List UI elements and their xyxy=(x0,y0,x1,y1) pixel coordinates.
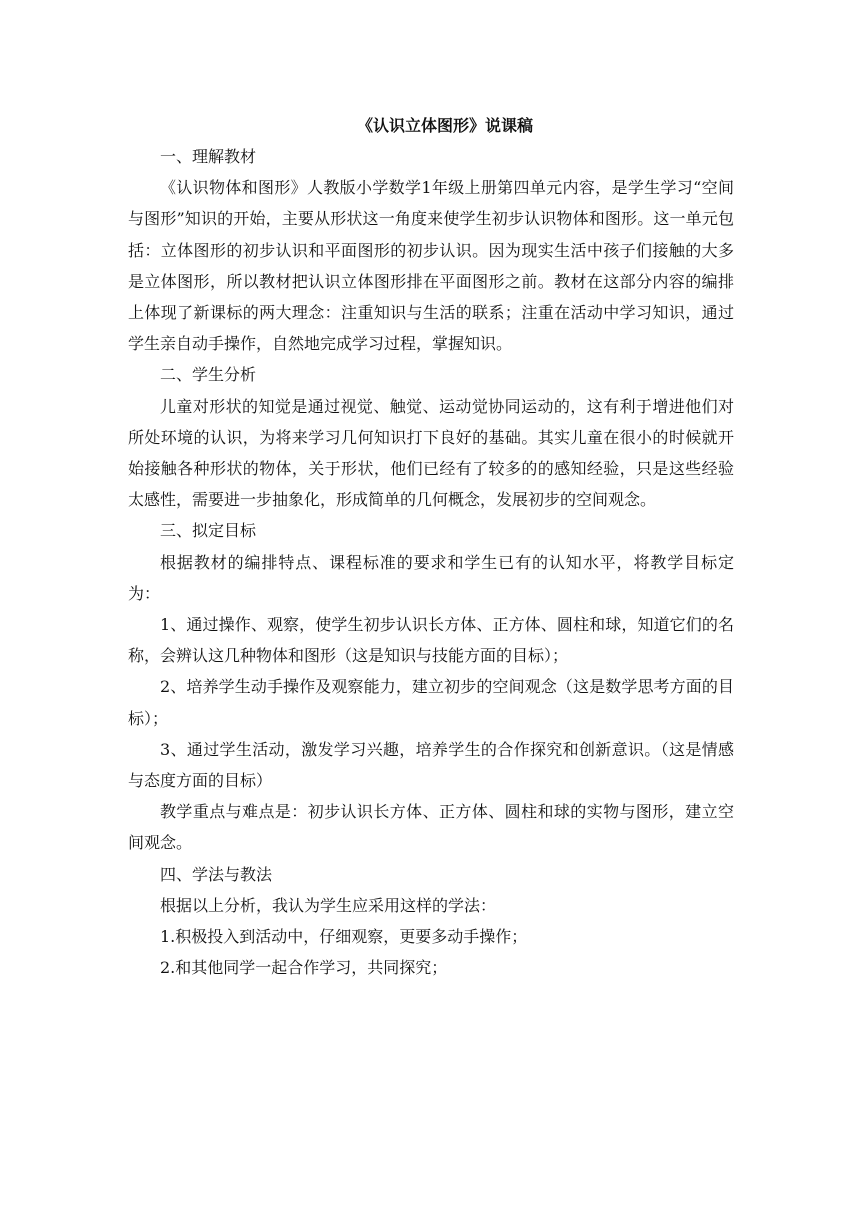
section-heading-4: 四、学法与教法 xyxy=(160,864,273,884)
document-body xyxy=(128,110,734,983)
method-item-2: 2.和其他同学一起合作学习，共同探究； xyxy=(160,958,448,978)
method-item-1: 1.积极投入到活动中，仔细观察，更要多动手操作； xyxy=(160,927,528,947)
paragraph-methods-intro: 根据以上分析，我认为学生应采用这样的学法： xyxy=(160,895,497,915)
goal-item-3: 3、通过学生活动，激发学习兴趣，培养学生的合作探究和创新意识。（这是情感与态度方面的目标） xyxy=(128,739,734,791)
paragraph-key-points: 教学重点与难点是：初步认识长方体、正方体、圆柱和球的实物与图形，建立空间观念。 xyxy=(128,802,734,853)
goal-item-2: 2、培养学生动手操作及观察能力，建立初步的空间观念（这是数学思考方面的目标）； xyxy=(128,677,734,728)
paragraph-students: 儿童对形状的知觉是通过视觉、触觉、运动觉协同运动的，这有利于增进他们对所处环境的认识，为将来学习几何知识打下良好的基础。其实儿童在很小的时候就开始接触各种形状的物体，关于形状，他们已经有了较多的的感知经验，只是这些经验太感性，需要进一步抽象化，形成简单的几何概念，发展初步的空间观念。 xyxy=(128,396,734,510)
document-title: 《认识立体图形》说课稿 xyxy=(356,116,533,135)
section-heading-2: 二、学生分析 xyxy=(160,365,257,385)
paragraph-goals-intro: 根据教材的编排特点、课程标准的要求和学生已有的认知水平，将教学目标定为： xyxy=(128,552,734,603)
section-heading-3: 三、拟定目标 xyxy=(160,521,257,541)
section-heading-1: 一、理解教材 xyxy=(160,147,257,166)
paragraph-textbook: 《认识物体和图形》人教版小学数学1年级上册第四单元内容，是学生学习“空间与图形”知识的开始，主要从形状这一角度来使学生初步认识物体和图形。这一单元包括：立体图形的初步认识和平面图形的初步认识。因为现实生活中孩子们接触的大多是立体图形，所以教材把认识立体图形排在平面图形之前。教材在这部分内容的编排上体现了新课标的两大理念：注重知识与生活的联系；注重在活动中学习知识，通过学生亲自动手操作，自然地完成学习过程，掌握知识。 xyxy=(128,178,734,354)
goal-item-1: 1、通过操作、观察，使学生初步认识长方体、正方体、圆柱和球，知道它们的名称，会辨认这几种物体和图形（这是知识与技能方面的目标）； xyxy=(128,615,734,666)
